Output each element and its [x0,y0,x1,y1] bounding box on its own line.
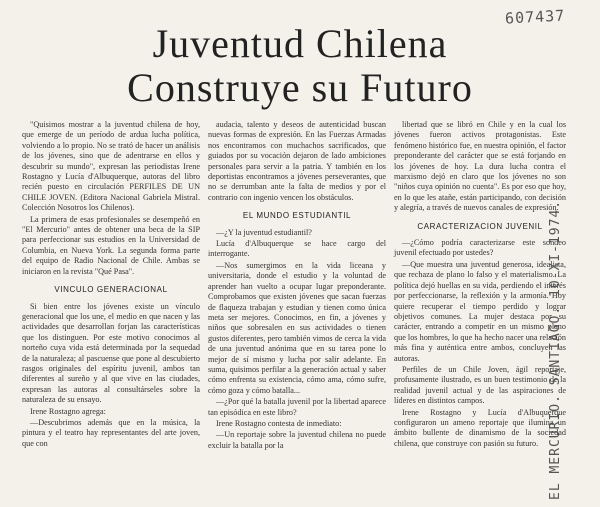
paragraph: —Descubrimos además que en la música, la pintura y el teatro hay representantes del arte joven, que con [22,417,200,448]
paragraph: Perfiles de un Chile Joven, ágil reportaje, profusamente ilustrado, es un buen testimonio de la realidad juvenil actual y de las aspiraciones de líderes en distintos campos. [394,364,566,406]
paragraph: —Nos sumergimos en la vida liceana y universitaria, donde el estudio y la voluntad de aprender han vuelto a ocupar lugar preponderante. Comprobamos que existen jóvenes que sacan fuerzas de flaqueza trabajan y estudian y tienen como única meta ser mejores. Conocimos, en fin, a jóvenes y niños que sobresalen en sus actividades o tienen gustos diferentes, pero también vimos de cerca la vida de una juventud anónima que en su tarea pone lo mejor de sí mismo y lucha por salir adelante. En suma, quisimos perfilar a la generación actual y saber cómo enfrenta su existencia, cómo ama, cómo sufre, cómo goza y cómo batalla... [208,260,386,395]
article-column-1 [22,120,200,450]
section-heading: CARACTERIZACION JUVENIL [417,221,543,231]
paragraph: Irene Rostagno y Lucía d'Albuquerque configuraron un ameno reportaje que ilumina un ámbito bullente de dinamismo de la sociedad chilena, que construye con pasión su futuro. [394,407,566,448]
paragraph: audacia, talento y deseos de autenticidad buscan nuevas formas de expresión. En las Fuerzas Armadas nos encontramos con muchachos sacrificados, que guiados por su vocación dejaron de lado ambiciones personales para servir a la patria. Y también en los deportistas encontramos a jóvenes perseverantes, que no se derrumban ante la falta de medios y por el contrario con ingenio vencen los obstáculos. [208,120,386,202]
paragraph: —Un reportaje sobre la juventud chilena no puede excluir la batalla por la [208,430,386,450]
paragraph: La primera de esas profesionales se desempeñó en "El Mercurio" antes de obtener una beca de la SIP para perfeccionar sus estudios en la Universidad de Columbia, en Nueva York. La segunda forma parte del equipo de Radio Nacional de Chile. Ambas se iniciaron en la revista "Qué Pasa". [22,214,200,276]
article-column-3 [394,120,566,450]
section-heading: EL MUNDO ESTUDIANTIL [242,211,352,221]
paragraph: "Quisimos mostrar a la juventud chilena de hoy, que emerge de un período de ardua lucha política, volviendo a lo propio. No se trató de hacer un análisis de los jóvenes, sino que de adentrarse en ellos y descubrir su mundo", expresan las periodistas Irene Rostagno y Lucía d'Albuquerque, autoras del libro recién puesto en circulación PERFILES DE UN CHILE JOVEN. (Editora Nacional Gabriela Mistral. Colección Nosotros los Chilenos). [22,120,200,213]
paragraph: Lucía d'Albuquerque se hace cargo del interrogante. [208,239,386,259]
paragraph: —¿Y la juventud estudiantil? [216,227,312,237]
headline-line-2: Construye su Futuro [127,65,473,110]
clip-id-handwritten: 607437 [504,6,566,28]
paragraph: Irene Rostagno contesta de inmediato: [216,418,342,428]
article-column-2 [208,120,386,452]
section-heading: VINCULO GENERACIONAL [54,285,168,295]
paragraph: libertad que se libró en Chile y en la cual los jóvenes fueron activos protagonistas. Este fenómeno histórico fue, en nuestra opinión, el factor preponderante del carácter que se está forjando en los jóvenes de hoy. La dura lucha contra el marxismo dejó en claro que los jóvenes no son "niños cuya opinión no cuenta". Es por eso que hoy, en lo que les atañe, están participando, con decisión y alegría, a través de nuevos canales de expresión. [394,120,566,213]
paragraph: —¿Cómo podría caracterizarse este sondeo juvenil efectuado por ustedes? [394,238,566,258]
paragraph: Si bien entre los jóvenes existe un vínculo generacional que los une, el medio en que nacen y las actividades que desarrollan forjan las características que los distinguen. Por este motivo conocimos al norteño cuya vida está determinada por la sequedad de la naturaleza; al pascuense que pone al descubierto rasgos originales del espíritu juvenil, ambos tan diferentes al sureño y al que vive en las ciudades, expresan las autoras al consultárseles sobre la naturaleza de su ensayo. [22,301,200,405]
paragraph: Irene Rostagno agrega: [30,406,106,416]
paragraph: —¿Por qué la batalla juvenil por la libertad aparece tan episódica en este libro? [208,397,386,417]
paragraph: —Que muestra una juventud generosa, idealista, que rechaza de plano lo falso y el materialismo. La política dejó huellas en su vida, perdiendo el interés por perfeccionarse, la reflexión y la armonía. Hoy quiere recuperar el tiempo perdido y lograr objetivos comunes. La mujer destaca por su carácter, entrando a competir en un mismo plano que los hombres, lo que ha hecho nacer una relación más fina y auténtica entre ambos, concluyen las autoras. [394,259,566,363]
headline-line-1: Juventud Chilena [152,21,448,66]
source-annotation-handwritten: EL MERCURIO. SANTIAGO. 10-XI-1974. [548,199,563,500]
